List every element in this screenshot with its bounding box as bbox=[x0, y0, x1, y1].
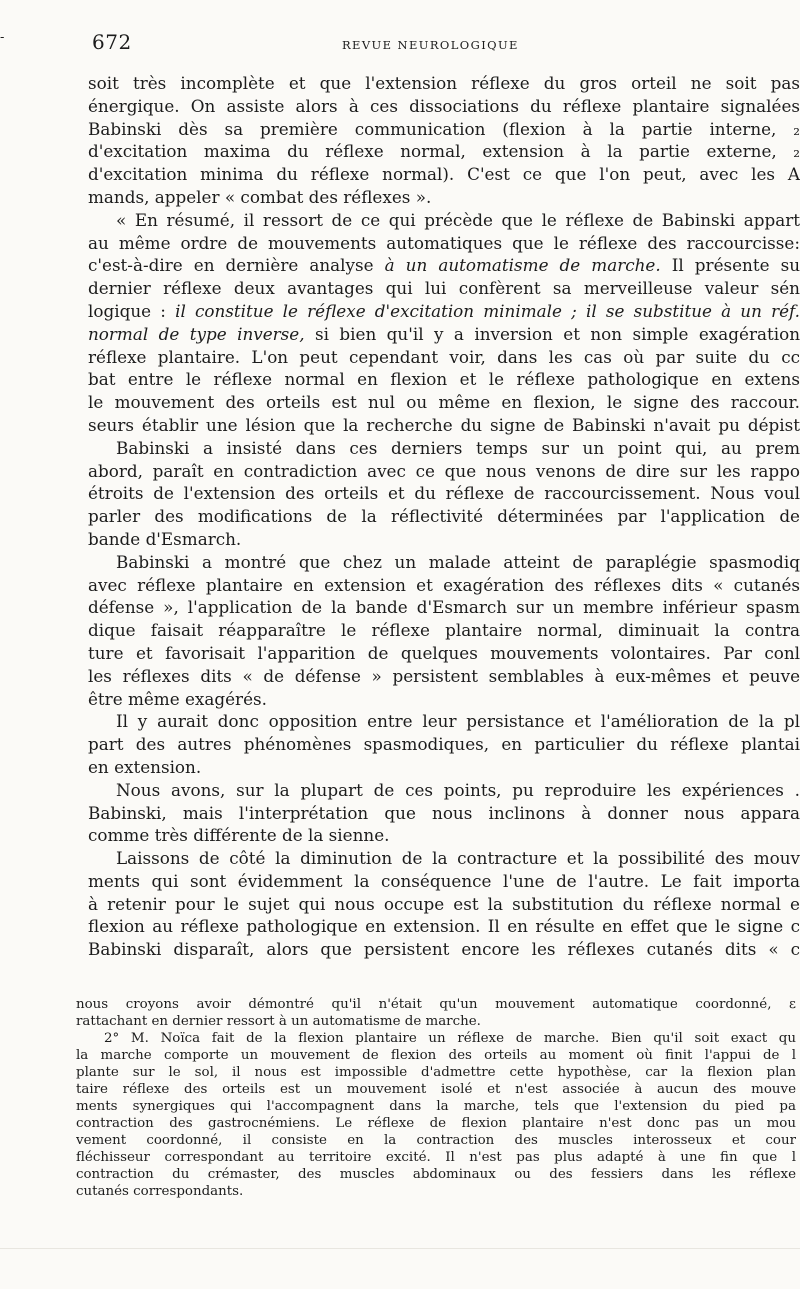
body-line: flexion au réflexe pathologique en extension. Il en résulte en effet que le signe c bbox=[88, 916, 800, 937]
body-line: bande d'Esmarch. bbox=[88, 528, 242, 549]
body-line: dique faisait réapparaître le réflexe plantaire normal, diminuait la contra bbox=[88, 620, 800, 641]
body-line-text: c'est-à-dire en dernière analyse bbox=[88, 255, 385, 276]
body-line: d'excitation maxima du réflexe normal, extension à la partie externe, ₂ bbox=[88, 141, 800, 162]
body-line: énergique. On assiste alors à ces dissociations du réflexe plantaire signalées bbox=[88, 95, 800, 116]
body-line: avec réflexe plantaire en extension et exagération des réflexes dits « cutanés bbox=[88, 574, 800, 595]
page-number: 672 bbox=[92, 30, 132, 54]
body-line: les réflexes dits « de défense » persistent semblables à eux-mêmes et peuve bbox=[88, 665, 800, 686]
footnote-line: la marche comporte un mouvement de flexion des orteils au moment où finit l'appui de l bbox=[76, 1048, 796, 1063]
footnote-line: plante sur le sol, il nous est impossible d'admettre cette hypothèse, car la flexion plan bbox=[76, 1065, 796, 1080]
body-line: défense », l'application de la bande d'Esmarch sur un membre inférieur spasm bbox=[88, 597, 800, 618]
footnote-line: nous croyons avoir démontré qu'il n'était qu'un mouvement automatique coordonné, ε bbox=[76, 997, 796, 1012]
body-line bbox=[88, 323, 800, 346]
page-bottom-rule bbox=[0, 1248, 800, 1249]
body-line: bat entre le réflexe normal en flexion et le réflexe pathologique en extens bbox=[88, 369, 800, 390]
body-line: Babinski a insisté dans ces derniers temps sur un point qui, au prem bbox=[116, 437, 800, 458]
body-line: ments qui sont évidemment la conséquence l'une de l'autre. Le fait importa bbox=[88, 870, 800, 891]
body-line: Babinski, mais l'interprétation que nous inclinons à donner nous appara bbox=[88, 802, 800, 823]
running-title: REVUE NEUROLOGIQUE bbox=[342, 38, 519, 52]
body-line bbox=[88, 254, 800, 277]
body-line: abord, paraît en contradiction avec ce que nous venons de dire sur les rappo bbox=[88, 460, 800, 481]
italic-phrase: il constitue le réflexe d'excitation minimale ; il se substitue à un réf. bbox=[175, 300, 800, 321]
body-line bbox=[88, 300, 800, 323]
footnote-line: 2° M. Noïca fait de la flexion plantaire un réflexe de marche. Bien qu'il soit exact qu bbox=[104, 1031, 796, 1046]
body-line: Laissons de côté la diminution de la contracture et la possibilité des mouv bbox=[116, 848, 800, 869]
body-line: à retenir pour le sujet qui nous occupe est la substitution du réflexe normal e bbox=[88, 893, 800, 914]
body-line: le mouvement des orteils est nul ou même en flexion, le signe des raccour. bbox=[88, 392, 800, 413]
body-line: être même exagérés. bbox=[88, 688, 267, 709]
body-line: réflexe plantaire. L'on peut cependant voir, dans les cas où par suite du cc bbox=[88, 346, 800, 367]
body-line: Il y aurait donc opposition entre leur persistance et l'amélioration de la pl bbox=[116, 711, 800, 732]
body-line: seurs établir une lésion que la recherche du signe de Babinski n'avait pu dépist bbox=[88, 414, 800, 435]
body-line: soit très incomplète et que l'extension réflexe du gros orteil ne soit pas bbox=[88, 73, 800, 93]
footnotes bbox=[76, 996, 796, 1200]
body-line: en extension. bbox=[88, 756, 202, 777]
body-line: étroits de l'extension des orteils et du réflexe de raccourcissement. Nous voul bbox=[88, 483, 800, 504]
footnote-line: vement coordonné, il consiste en la contraction des muscles interosseux et cour bbox=[76, 1133, 796, 1148]
footnote-line: cutanés correspondants. bbox=[76, 1184, 244, 1199]
footnote-line: ments synergiques qui l'accompagnent dans la marche, tels que l'extension du pied pa bbox=[76, 1099, 796, 1114]
body-line: dernier réflexe deux avantages qui lui confèrent sa merveilleuse valeur sén bbox=[88, 278, 800, 299]
footnote-line: rattachant en dernier ressort à un automatisme de marche. bbox=[76, 1014, 481, 1029]
margin-mark: - bbox=[0, 30, 5, 45]
footnote-line: contraction des gastrocnémiens. Le réflexe de flexion plantaire n'est donc pas un mou bbox=[76, 1116, 796, 1131]
body-line: Babinski dès sa première communication (flexion à la partie interne, ₂ bbox=[88, 118, 800, 139]
footnote-line: fléchisseur correspondant au territoire excité. Il n'est pas plus adapté à une fin que l bbox=[76, 1150, 796, 1165]
body-text bbox=[88, 72, 800, 961]
body-line: parler des modifications de la réflectivité déterminées par l'application de bbox=[88, 506, 800, 527]
italic-phrase: à un automatisme de marche. bbox=[384, 255, 661, 276]
body-line: ture et favorisait l'apparition de quelques mouvements volontaires. Par conl bbox=[88, 642, 800, 663]
body-line: Babinski disparaît, alors que persistent encore les réflexes cutanés dits « c bbox=[88, 939, 800, 960]
body-line: « En résumé, il ressort de ce qui précède que le réflexe de Babinski appart bbox=[116, 209, 800, 230]
body-line: mands, appeler « combat des réflexes ». bbox=[88, 186, 432, 207]
footnote-line: contraction du crémaster, des muscles abdominaux ou des fessiers dans les réflexe bbox=[76, 1167, 796, 1182]
body-line-text: si bien qu'il y a inversion et non simple exagération bbox=[304, 323, 800, 344]
body-line: part des autres phénomènes spasmodiques, en particulier du réflexe plantai bbox=[88, 734, 800, 755]
body-line: comme très différente de la sienne. bbox=[88, 825, 390, 846]
body-line: d'excitation minima du réflexe normal). C'est ce que l'on peut, avec les A bbox=[88, 164, 800, 185]
italic-phrase: normal de type inverse, bbox=[88, 323, 305, 344]
body-line: Nous avons, sur la plupart de ces points, pu reproduire les expériences . bbox=[116, 779, 800, 800]
body-line: Babinski a montré que chez un malade atteint de paraplégie spasmodiq bbox=[116, 551, 800, 572]
body-line-text: logique : bbox=[88, 300, 176, 321]
body-line: au même ordre de mouvements automatiques que le réflexe des raccourcisse: bbox=[88, 232, 800, 253]
body-line-text: Il présente su bbox=[660, 255, 800, 276]
footnote-line: taire réflexe des orteils est un mouvement isolé et n'est associée à aucun des mouve bbox=[76, 1082, 796, 1097]
